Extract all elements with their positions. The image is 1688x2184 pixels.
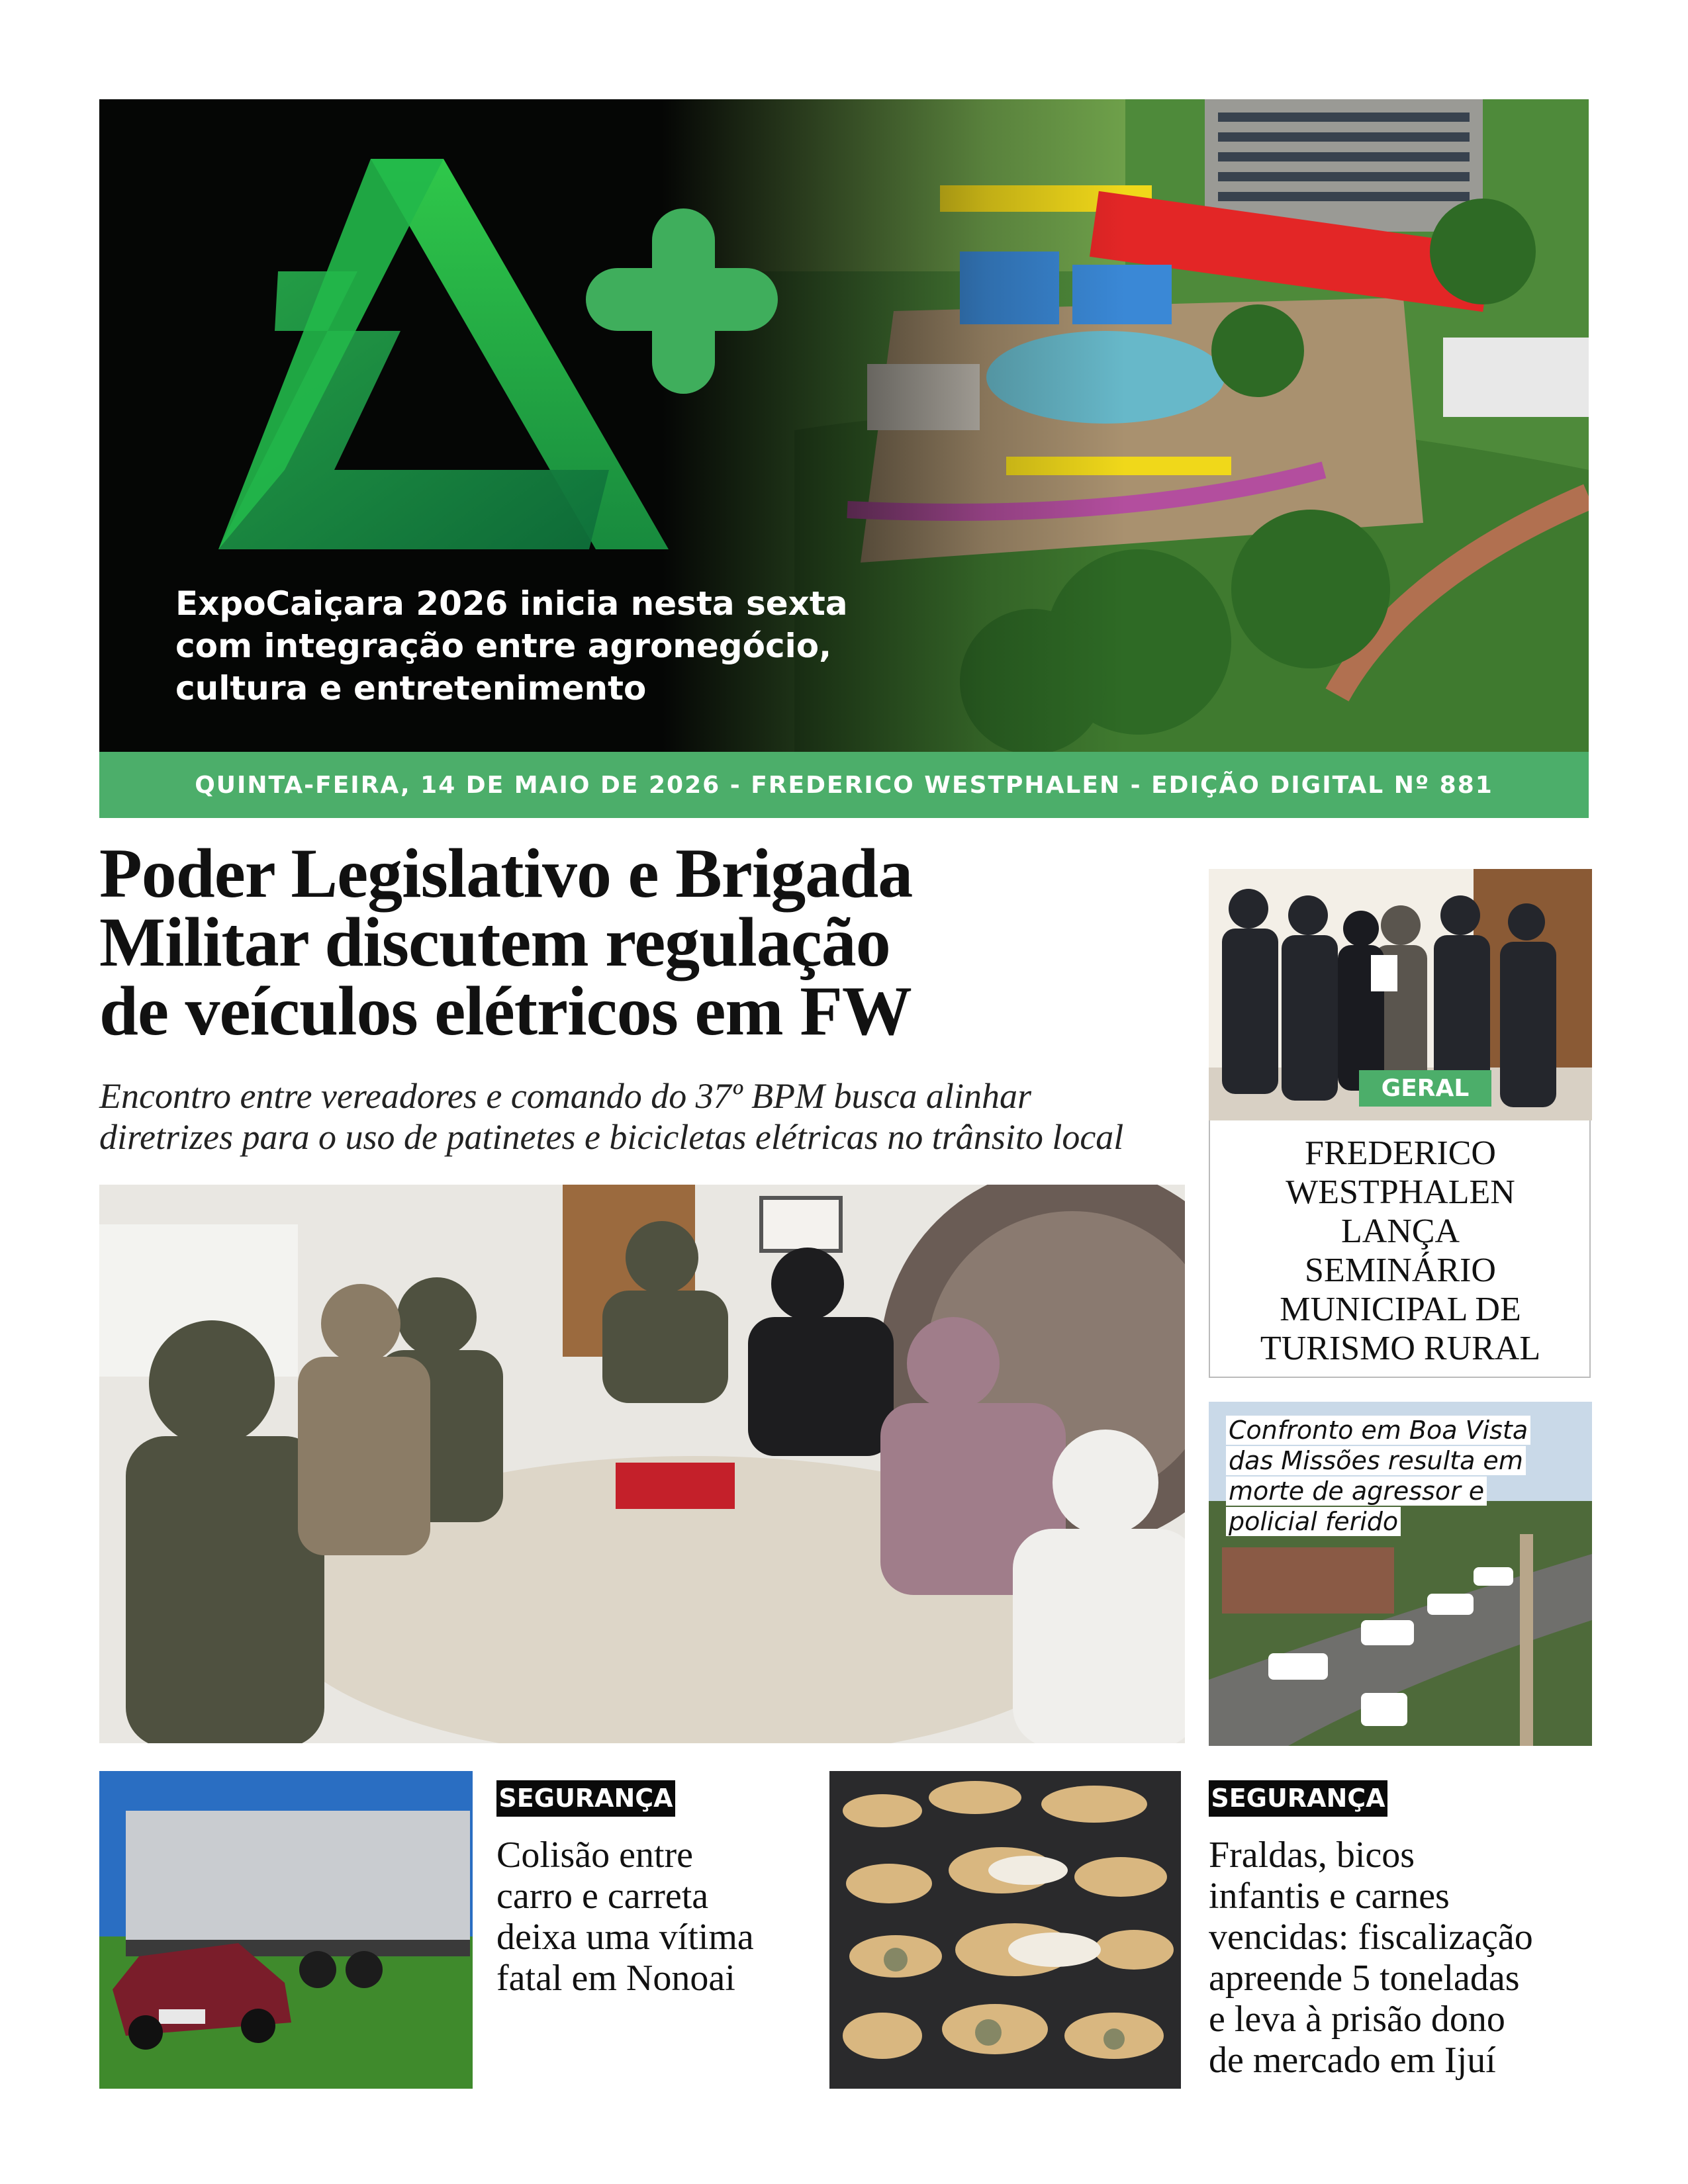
nonoai-crash-headline-line: deixa uma vítima: [496, 1917, 754, 1958]
seminar-headline-line: LANÇA: [1340, 1212, 1460, 1250]
geral-tag[interactable]: GERAL: [1359, 1070, 1491, 1107]
seguranca-tag[interactable]: SEGURANÇA: [1209, 1780, 1387, 1817]
boa-vista-headline-line: das Missões resulta em: [1226, 1446, 1526, 1475]
ijui-inspection-headline[interactable]: [1209, 1835, 1579, 2081]
header-headline-line: ExpoCaiçara 2026 inicia nesta sexta: [175, 584, 848, 623]
seminar-headline-line: TURISMO RURAL: [1260, 1330, 1541, 1367]
ijui-inspection-headline-line: de mercado em Ijuí: [1209, 2040, 1496, 2081]
main-subheadline: [99, 1075, 1192, 1158]
seminar-headline-line: SEMINÁRIO: [1305, 1251, 1496, 1289]
boa-vista-headline-line: Confronto em Boa Vista: [1226, 1416, 1530, 1445]
expired-food-photo[interactable]: [829, 1771, 1181, 2089]
masthead: [99, 99, 1589, 752]
main-headline-line: Militar discutem regulação: [99, 903, 890, 981]
nonoai-crash-headline-line: fatal em Nonoai: [496, 1958, 735, 1999]
ijui-inspection-headline-line: apreende 5 toneladas: [1209, 1958, 1520, 1999]
nonoai-crash-headline-line: Colisão entre: [496, 1835, 694, 1876]
boa-vista-headline[interactable]: [1226, 1415, 1583, 1537]
header-headline-line: cultura e entretenimento: [175, 669, 647, 707]
ijui-inspection-headline-line: infantis e carnes: [1209, 1876, 1450, 1917]
seminar-headline-line: WESTPHALEN: [1286, 1173, 1515, 1211]
main-headline-line: Poder Legislativo e Brigada: [99, 835, 913, 912]
boa-vista-headline-line: morte de agressor e: [1226, 1477, 1487, 1506]
truck-crash-photo[interactable]: [99, 1771, 473, 2089]
main-headline[interactable]: [99, 835, 1192, 1050]
nonoai-crash-headline-line: carro e carreta: [496, 1876, 709, 1917]
seminar-headline[interactable]: [1209, 1134, 1592, 1368]
meeting-photo[interactable]: [99, 1185, 1185, 1743]
seminar-headline-line: FREDERICO: [1305, 1134, 1496, 1172]
seminar-headline-line: MUNICIPAL DE: [1280, 1291, 1521, 1328]
seguranca-tag[interactable]: SEGURANÇA: [496, 1780, 675, 1817]
dateline-bar: QUINTA-FEIRA, 14 DE MAIO DE 2026 - FREDERICO WESTPHALEN - EDIÇÃO DIGITAL Nº 881: [99, 752, 1589, 818]
boa-vista-headline-line: policial ferido: [1226, 1507, 1401, 1536]
ijui-inspection-headline-line: vencidas: fiscalização: [1209, 1917, 1533, 1958]
main-headline-line: de veículos elétricos em FW: [99, 972, 912, 1050]
ijui-inspection-headline-line: e leva à prisão dono: [1209, 1999, 1505, 2040]
ijui-inspection-headline-line: Fraldas, bicos: [1209, 1835, 1415, 1876]
main-subheadline-line: Encontro entre vereadores e comando do 37º BPM busca alinhar: [99, 1076, 1031, 1116]
header-headline-line: com integração entre agronegócio,: [175, 627, 832, 665]
main-subheadline-line: diretrizes para o uso de patinetes e bicicletas elétricas no trânsito local: [99, 1117, 1124, 1157]
header-headline[interactable]: [175, 582, 1036, 709]
nonoai-crash-headline[interactable]: [496, 1835, 814, 1999]
